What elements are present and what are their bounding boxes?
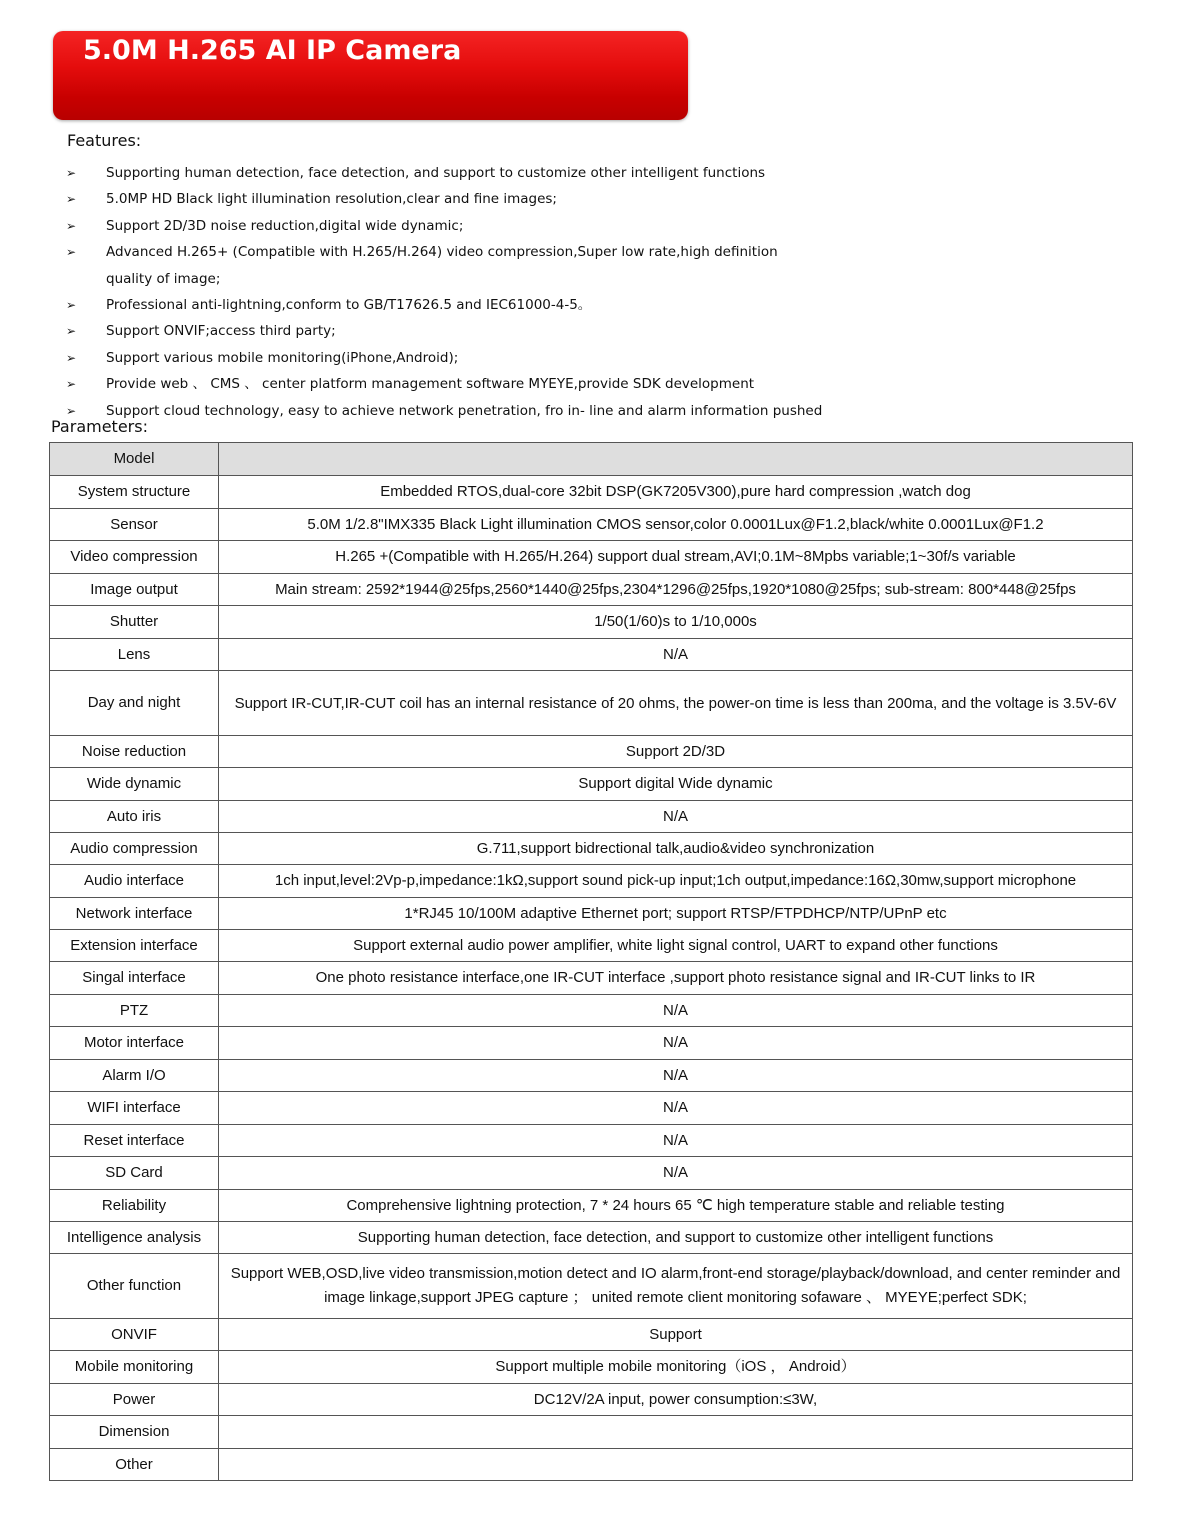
param-name: Reliability — [50, 1190, 219, 1222]
param-name: Power — [50, 1384, 219, 1416]
param-value: N/A — [219, 1157, 1133, 1190]
param-name: Day and night — [50, 671, 219, 736]
param-name: Audio interface — [50, 865, 219, 898]
param-value: N/A — [219, 1092, 1133, 1125]
bullet-icon: ➢ — [66, 377, 77, 392]
param-name: Network interface — [50, 898, 219, 930]
feature-text: Supporting human detection, face detection, and support to customize other intelligent functions — [106, 165, 766, 181]
parameters-table — [49, 442, 1133, 1481]
param-name: Singal interface — [50, 962, 219, 995]
param-name: Alarm I/O — [50, 1060, 219, 1092]
table-row — [50, 930, 1133, 962]
feature-item — [66, 371, 826, 397]
table-row — [50, 1222, 1133, 1254]
param-name: Intelligence analysis — [50, 1222, 219, 1254]
param-value — [219, 443, 1133, 476]
feature-text: Professional anti-lightning,conform to GB/T17626.5 and IEC61000-4-5。 — [106, 297, 592, 314]
feature-text: Support cloud technology, easy to achieve network penetration, fro in- line and alarm information pushed — [106, 402, 823, 419]
feature-item — [66, 239, 826, 292]
param-name: Image output — [50, 574, 219, 606]
param-value: Support multiple mobile monitoring（iOS ， Android） — [219, 1351, 1133, 1384]
table-row — [50, 1092, 1133, 1125]
param-name: Noise reduction — [50, 736, 219, 768]
table-row — [50, 1060, 1133, 1092]
param-value: Support IR-CUT,IR-CUT coil has an internal resistance of 20 ohms, the power-on time is less than 200ma, and the voltage is 3.5V-6V — [219, 671, 1133, 736]
table-row — [50, 1416, 1133, 1449]
title-banner — [53, 31, 688, 120]
param-value — [219, 1416, 1133, 1449]
param-value: N/A — [219, 1060, 1133, 1092]
feature-item — [66, 345, 826, 371]
param-name: Other function — [50, 1254, 219, 1319]
param-value: 1/50(1/60)s to 1/10,000s — [219, 606, 1133, 639]
param-name: Model — [50, 443, 219, 476]
param-name: Auto iris — [50, 801, 219, 833]
param-value: N/A — [219, 639, 1133, 671]
feature-item — [66, 160, 826, 186]
param-name: Extension interface — [50, 930, 219, 962]
table-row — [50, 1125, 1133, 1157]
param-value: DC12V/2A input, power consumption:≤3W, — [219, 1384, 1133, 1416]
table-row — [50, 962, 1133, 995]
param-name: WIFI interface — [50, 1092, 219, 1125]
table-row — [50, 995, 1133, 1027]
param-value: Embedded RTOS,dual-core 32bit DSP(GK7205V300),pure hard compression ,watch dog — [219, 476, 1133, 509]
features-list — [66, 160, 826, 424]
table-row — [50, 541, 1133, 574]
param-name: Reset interface — [50, 1125, 219, 1157]
table-row — [50, 736, 1133, 768]
table-row — [50, 443, 1133, 476]
table-row — [50, 1157, 1133, 1190]
feature-item — [66, 292, 826, 318]
param-value: G.711,support bidrectional talk,audio&video synchronization — [219, 833, 1133, 865]
table-row — [50, 476, 1133, 509]
parameters-heading: Parameters: — [51, 417, 148, 436]
feature-text: Support 2D/3D noise reduction,digital wide dynamic; — [106, 217, 464, 234]
table-row — [50, 768, 1133, 801]
table-row — [50, 1449, 1133, 1481]
table-row — [50, 671, 1133, 736]
bullet-icon: ➢ — [66, 403, 77, 418]
table-row — [50, 833, 1133, 865]
table-row — [50, 1384, 1133, 1416]
param-name: Dimension — [50, 1416, 219, 1449]
param-value: One photo resistance interface,one IR-CUT interface ,support photo resistance signal and IR-CUT links to IR — [219, 962, 1133, 995]
table-row — [50, 639, 1133, 671]
table-row — [50, 1319, 1133, 1351]
table-row — [50, 1027, 1133, 1060]
param-name: Lens — [50, 639, 219, 671]
feature-text: 5.0MP HD Black light illumination resolution,clear and fine images; — [106, 191, 557, 208]
table-row — [50, 509, 1133, 541]
param-value: Comprehensive lightning protection, 7 * 24 hours 65 ℃ high temperature stable and reliable testing — [219, 1190, 1133, 1222]
bullet-icon: ➢ — [66, 324, 77, 339]
param-name: Sensor — [50, 509, 219, 541]
param-value: Support 2D/3D — [219, 736, 1133, 768]
features-heading: Features: — [67, 131, 142, 150]
param-value: H.265 +(Compatible with H.265/H.264) support dual stream,AVI;0.1M~8Mpbs variable;1~30f/s variable — [219, 541, 1133, 574]
param-value: Support digital Wide dynamic — [219, 768, 1133, 801]
param-name: Video compression — [50, 541, 219, 574]
table-row — [50, 1254, 1133, 1319]
table-row — [50, 1190, 1133, 1222]
param-value: N/A — [219, 1125, 1133, 1157]
param-name: PTZ — [50, 995, 219, 1027]
param-value: 1ch input,level:2Vp-p,impedance:1kΩ,support sound pick-up input;1ch output,impedance:16Ω,30mw,support microphone — [219, 865, 1133, 898]
bullet-icon: ➢ — [66, 245, 77, 260]
param-name: Audio compression — [50, 833, 219, 865]
param-name: Motor interface — [50, 1027, 219, 1060]
bullet-icon: ➢ — [66, 192, 77, 207]
param-value: Support — [219, 1319, 1133, 1351]
table-row — [50, 801, 1133, 833]
param-name: SD Card — [50, 1157, 219, 1190]
feature-text: Support various mobile monitoring(iPhone,Android); — [106, 349, 459, 366]
param-name: Other — [50, 1449, 219, 1481]
param-name: Mobile monitoring — [50, 1351, 219, 1384]
param-value: Support external audio power amplifier, white light signal control, UART to expand other functions — [219, 930, 1133, 962]
param-value: Support WEB,OSD,live video transmission,motion detect and IO alarm,front-end storage/playback/download, and center reminder and image linkage,support JPEG capture ； united remote client monitoring sofaware 、 MYEYE;perfect SDK; — [219, 1254, 1133, 1319]
page-title: 5.0M H.265 AI IP Camera — [83, 35, 462, 66]
param-value: 5.0M 1/2.8"IMX335 Black Light illumination CMOS sensor,color 0.0001Lux@F1.2,black/white 0.0001Lux@F1.2 — [219, 509, 1133, 541]
param-value: 1*RJ45 10/100M adaptive Ethernet port; support RTSP/FTPDHCP/NTP/UPnP etc — [219, 898, 1133, 930]
feature-text: Advanced H.265+ (Compatible with H.265/H.264) video compression,Super low rate,high definition quality of image; — [106, 244, 778, 287]
param-name: System structure — [50, 476, 219, 509]
param-value: N/A — [219, 801, 1133, 833]
param-name: Wide dynamic — [50, 768, 219, 801]
feature-text: Provide web 、 CMS 、 center platform management software MYEYE,provide SDK development — [106, 376, 755, 393]
table-row — [50, 1351, 1133, 1384]
bullet-icon: ➢ — [66, 218, 77, 233]
param-name: Shutter — [50, 606, 219, 639]
param-value — [219, 1449, 1133, 1481]
table-row — [50, 865, 1133, 898]
feature-item — [66, 186, 826, 212]
param-name: ONVIF — [50, 1319, 219, 1351]
table-row — [50, 606, 1133, 639]
param-value: N/A — [219, 1027, 1133, 1060]
bullet-icon: ➢ — [66, 166, 77, 180]
table-row — [50, 574, 1133, 606]
table-row — [50, 898, 1133, 930]
feature-item — [66, 398, 826, 424]
param-value: N/A — [219, 995, 1133, 1027]
bullet-icon: ➢ — [66, 298, 77, 313]
feature-item — [66, 318, 826, 344]
bullet-icon: ➢ — [66, 350, 77, 365]
param-value: Supporting human detection, face detection, and support to customize other intelligent functions — [219, 1222, 1133, 1254]
feature-item — [66, 213, 826, 239]
param-value: Main stream: 2592*1944@25fps,2560*1440@25fps,2304*1296@25fps,1920*1080@25fps; sub-stream: 800*448@25fps — [219, 574, 1133, 606]
feature-text: Support ONVIF;access third party; — [106, 323, 336, 340]
